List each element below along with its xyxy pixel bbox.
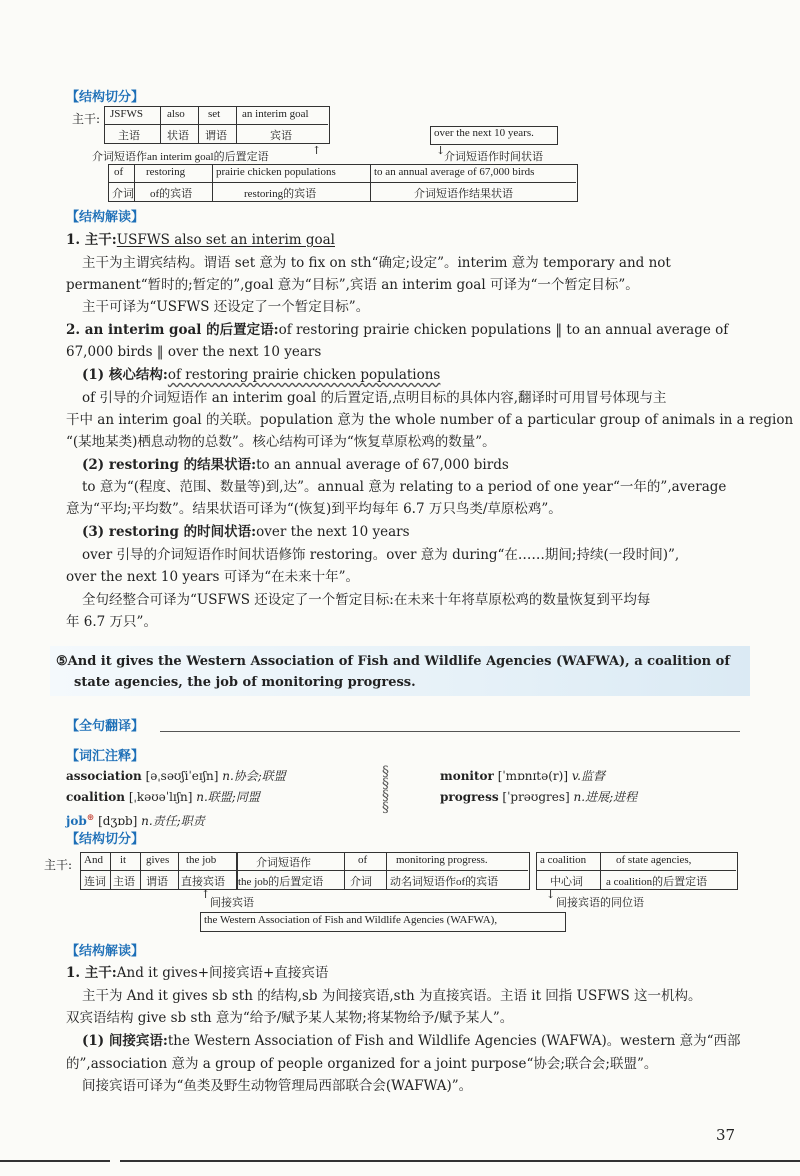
point-2-2-heading: (2) restoring 的结果状语:to an annual average of 67,000 birds — [82, 457, 509, 473]
word-and: And — [84, 854, 103, 866]
p4-line2: 意为“平均;平均数”。结果状语可译为“(恢复)到平均每年 6.7 万只鸟类/草原松鸡”。 — [66, 501, 562, 517]
word-usfws: JSFWS — [110, 108, 144, 120]
point-2-3-heading: (3) restoring 的时间状语:over the next 10 years — [82, 524, 410, 540]
point-1b-1-heading: (1) 间接宾语:the Western Association of Fish and Wildlife Agencies (WAFWA)。western 意为“西部 — [82, 1033, 741, 1049]
note-indirect-object: 间接宾语 — [210, 897, 254, 909]
note-prep-phrase: 介词短语作 — [256, 857, 311, 869]
p1-line3: 主干可译为“USFWS 还设定了一个暂定目标”。 — [82, 299, 370, 315]
p1-line1: 主干为主谓宾结构。谓语 set 意为 to fix on sth“确定;设定”。interim 意为 temporary and not — [82, 255, 671, 271]
word-also: also — [167, 108, 185, 120]
vocab-monitor: monitor [ˈmɒnɪtə(r)] v.监督 — [440, 769, 605, 783]
role-direct-object: 直接宾语 — [181, 876, 225, 888]
p1-line2: permanent“暂时的;暂定的”,goal 意为“目标”,宾语 an interim goal 可译为“一个暂定目标”。 — [66, 277, 639, 293]
p3-line3: “(某地某类)栖息动物的总数”。核心结构可译为“恢复草原松鸡的数量”。 — [66, 434, 496, 450]
point-1b-heading: 1. 主干:And it gives+间接宾语+直接宾语 — [66, 965, 329, 981]
vocab-coalition: coalition [ˌkəʊəˈlɪʃn] n.联盟;同盟 — [66, 790, 260, 804]
p3-line2: 干中 an interim goal 的关联。population 意为 the whole number of a particular group of animals in a region — [66, 412, 794, 428]
q1-line1: 主干为 And it gives sb sth 的结构,sb 为间接宾语,sth 为直接宾语。主语 it 回指 USFWS 这一机构。 — [82, 988, 702, 1004]
word-the-job: the job — [186, 854, 217, 866]
p5-line2: over the next 10 years 可译为“在未来十年”。 — [66, 569, 360, 585]
role-adverbial: 状语 — [167, 130, 189, 142]
p4-line1: to 意为“(程度、范围、数量等)到,达”。annual 意为 relating to a period of one year“一年的”,average — [82, 479, 727, 495]
role-result-adverbial: 介词短语作结果状语 — [414, 188, 513, 200]
vocab-association: association [əˌsəʊʃiˈeɪʃn] n.协会;联盟 — [66, 769, 286, 783]
structure-analysis-label-2: 【结构解读】 — [66, 944, 145, 959]
role-object: 宾语 — [270, 130, 292, 142]
role-job-postmodifier: the job的后置定语 — [238, 876, 324, 888]
word-interim-goal: an interim goal — [242, 108, 309, 120]
q2-line3: 间接宾语可译为“鱼类及野生动物管理局西部联合会(WAFWA)”。 — [82, 1078, 473, 1094]
role-preposition: 介词 — [112, 188, 134, 200]
vocab-progress: progress [ˈprəʊgres] n.进展;进程 — [440, 790, 638, 804]
word-prairie-chicken: prairie chicken populations — [216, 166, 336, 178]
q2-line2: 的”,association 意为 a group of people organized for a joint purpose“协会;联合会;联盟”。 — [66, 1056, 658, 1072]
role-predicate: 谓语 — [205, 130, 227, 142]
structure-analysis-label-1: 【结构解读】 — [66, 210, 145, 225]
translation-blank-line[interactable] — [160, 731, 740, 732]
word-of: of — [114, 166, 124, 178]
point-2-heading: 2. an interim goal 的后置定语:of restoring prairie chicken populations ‖ to an annual average of — [66, 322, 729, 338]
indirect-object-text: the Western Association of Fish and Wildlife Agencies (WAFWA), — [204, 914, 498, 926]
role-predicate-2: 谓语 — [146, 876, 168, 888]
role-restoring-object: restoring的宾语 — [244, 188, 317, 200]
note-postmodifier: 介词短语作an interim goal的后置定语 — [92, 151, 269, 163]
word-set: set — [208, 108, 221, 120]
role-head-word: 中心词 — [550, 876, 583, 888]
word-a-coalition: a coalition — [540, 854, 587, 866]
p6-line2: 年 6.7 万只”。 — [66, 614, 157, 630]
role-conjunction: 连词 — [84, 876, 106, 888]
spiral-divider: § § § § — [382, 764, 389, 816]
footer-rule-right — [120, 1160, 800, 1162]
word-state-agencies: of state agencies, — [616, 854, 692, 866]
role-of-object: of的宾语 — [150, 188, 193, 200]
q1-line2: 双宾语结构 give sb sth 意为“给予/赋予某人某物;将某物给予/赋予某人”。 — [66, 1010, 514, 1026]
p6-line1: 全句经整合可译为“USFWS 还设定了一个暂定目标:在未来十年将草原松鸡的数量恢复到平均每 — [82, 592, 651, 608]
word-of-2: of — [358, 854, 368, 866]
role-coalition-postmodifier: a coalition的后置定语 — [606, 876, 708, 888]
structure-split-label-2: 【结构切分】 — [66, 832, 145, 847]
vocab-job: job⊛ [dʒɒb] n.责任;职责 — [66, 813, 205, 828]
role-subject: 主语 — [118, 130, 140, 142]
role-gerund-object: 动名词短语作of的宾语 — [390, 876, 499, 888]
main-label-1: 主干: — [72, 112, 101, 126]
word-gives: gives — [146, 854, 170, 866]
p3-line1: of 引导的介词短语作 an interim goal 的后置定语,点明目标的具体内容,翻译时可用冒号体现与主 — [82, 390, 667, 406]
role-preposition-2: 介词 — [350, 876, 372, 888]
structure-split-label-1: 【结构切分】 — [66, 90, 145, 105]
role-subject-2: 主语 — [113, 876, 135, 888]
word-it: it — [120, 854, 127, 866]
word-annual-average: to an annual average of 67,000 birds — [374, 166, 535, 178]
word-restoring: restoring — [146, 166, 186, 178]
vocab-notes-label: 【词汇注释】 — [66, 749, 145, 764]
main-label-2: 主干: — [44, 858, 73, 872]
p2-line2: 67,000 birds ‖ over the next 10 years — [66, 344, 322, 360]
p5-line1: over 引导的介词短语作时间状语修饰 restoring。over 意为 during“在……期间;持续(一段时间)”, — [82, 547, 680, 563]
time-adverbial-text: over the next 10 years. — [434, 127, 534, 139]
note-time-adverbial: 介词短语作时间状语 — [444, 151, 543, 163]
full-translation-label: 【全句翻译】 — [66, 719, 145, 734]
note-appositive: 间接宾语的同位语 — [556, 897, 644, 909]
point-1-heading: 1. 主干:USFWS also set an interim goal — [66, 232, 335, 248]
sentence-5-line2: state agencies, the job of monitoring progress. — [74, 675, 416, 690]
point-2-1-heading: (1) 核心结构:of restoring prairie chicken populations — [82, 367, 441, 383]
word-monitoring-progress: monitoring progress. — [396, 854, 488, 866]
sentence-5-line1: ⑤And it gives the Western Association of Fish and Wildlife Agencies (WAFWA), a coalition of — [56, 654, 730, 669]
footer-rule-left — [0, 1160, 110, 1162]
page-number: 37 — [716, 1126, 736, 1144]
